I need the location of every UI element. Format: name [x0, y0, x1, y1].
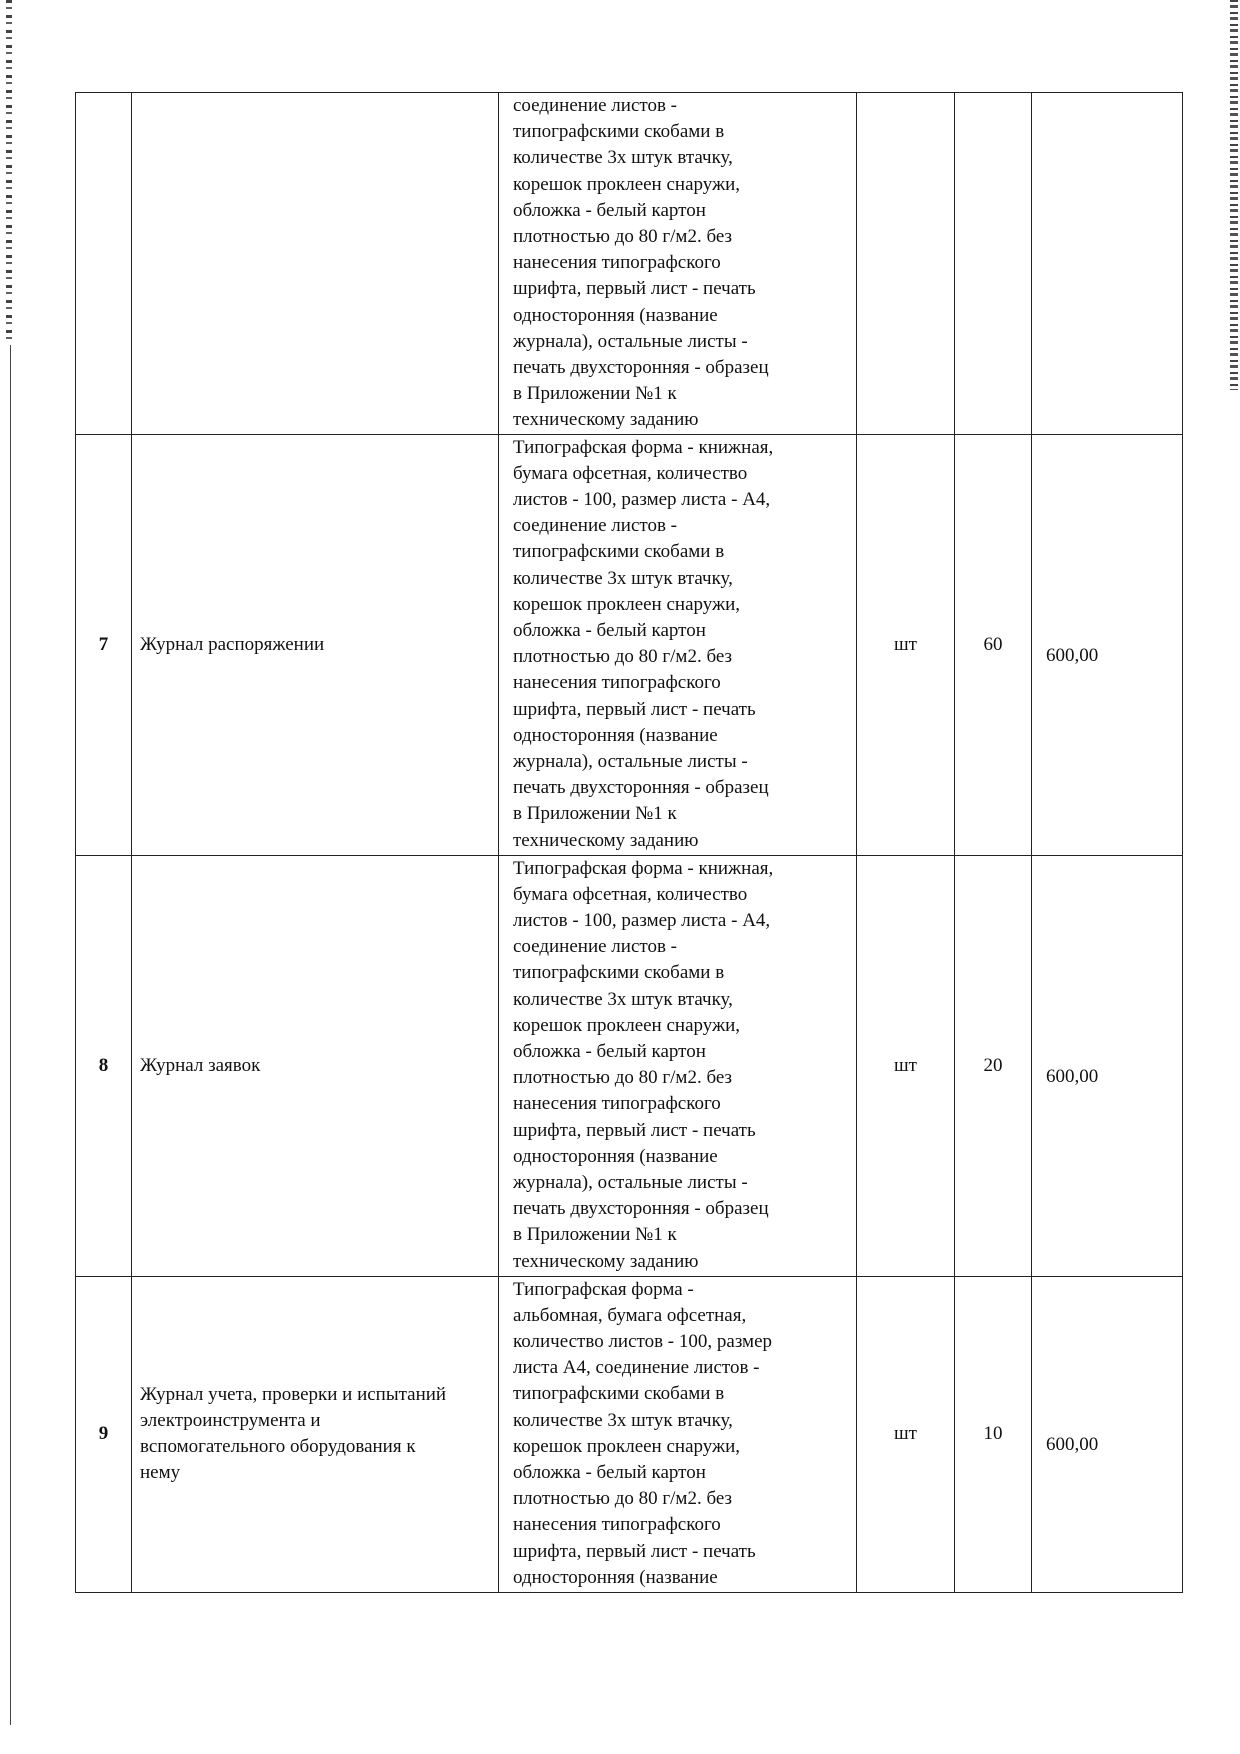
row-price: 600,00	[1032, 434, 1183, 855]
row-item-name: Журнал распоряжении	[132, 434, 499, 855]
row-quantity: 10	[955, 1276, 1032, 1592]
row-unit	[857, 93, 955, 435]
row-number: 7	[76, 434, 132, 855]
row-item-name	[132, 93, 499, 435]
scan-edge-artifact-left	[6, 0, 12, 345]
scan-edge-artifact-right	[1230, 0, 1238, 390]
row-number: 8	[76, 855, 132, 1276]
row-item-name: Журнал учета, проверки и испытаний электроинструмента и вспомогательного оборудования к нему	[132, 1276, 499, 1592]
row-quantity: 60	[955, 434, 1032, 855]
row-unit: шт	[857, 855, 955, 1276]
table-row	[76, 434, 1183, 855]
row-description: Типографская форма - книжная, бумага офсетная, количество листов - 100, размер листа - А4, соединение листов - типографскими скобами в количестве 3х штук втачку, корешок проклеен снаружи, обложка - белый картон плотностью до 80 г/м2. без нанесения типографского шрифта, первый лист - печать односторонняя (название журнала), остальные листы - печать двухсторонняя - образец в Приложении №1 к техническому заданию	[499, 434, 857, 855]
table-row	[76, 855, 1183, 1276]
row-price: 600,00	[1032, 855, 1183, 1276]
row-description: Типографская форма - альбомная, бумага офсетная, количество листов - 100, размер листа А4, соединение листов - типографскими скобами в количестве 3х штук втачку, корешок проклеен снаружи, обложка - белый картон плотностью до 80 г/м2. без нанесения типографского шрифта, первый лист - печать односторонняя (название	[499, 1276, 857, 1592]
row-description: соединение листов - типографскими скобами в количестве 3х штук втачку, корешок проклеен снаружи, обложка - белый картон плотностью до 80 г/м2. без нанесения типографского шрифта, первый лист - печать односторонняя (название журнала), остальные листы - печать двухсторонняя - образец в Приложении №1 к техническому заданию	[499, 93, 857, 435]
row-description: Типографская форма - книжная, бумага офсетная, количество листов - 100, размер листа - А4, соединение листов - типографскими скобами в количестве 3х штук втачку, корешок проклеен снаружи, обложка - белый картон плотностью до 80 г/м2. без нанесения типографского шрифта, первый лист - печать односторонняя (название журнала), остальные листы - печать двухсторонняя - образец в Приложении №1 к техническому заданию	[499, 855, 857, 1276]
row-item-name: Журнал заявок	[132, 855, 499, 1276]
row-price: 600,00	[1032, 1276, 1183, 1592]
row-quantity	[955, 93, 1032, 435]
row-number	[76, 93, 132, 435]
row-unit: шт	[857, 1276, 955, 1592]
table-row	[76, 1276, 1183, 1592]
row-price	[1032, 93, 1183, 435]
scan-edge-line-left	[10, 345, 11, 1725]
specification-table	[75, 92, 1183, 1593]
row-quantity: 20	[955, 855, 1032, 1276]
table-row	[76, 93, 1183, 435]
row-number: 9	[76, 1276, 132, 1592]
row-unit: шт	[857, 434, 955, 855]
